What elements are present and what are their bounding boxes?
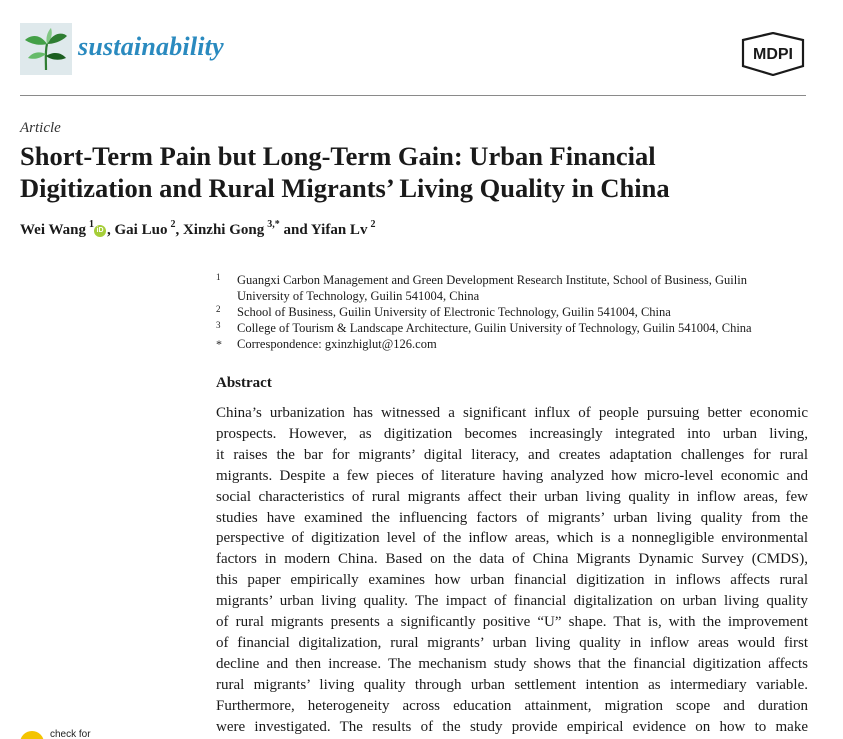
- affiliation-item: [216, 304, 796, 320]
- publisher-name: MDPI: [753, 46, 793, 63]
- author-name[interactable]: Xinzhi Gong: [182, 222, 265, 238]
- abstract-line: factors in modern China. Based on the data of China Migrants Dynamic Survey (CMDS),: [216, 551, 808, 568]
- publisher-logo-icon: [740, 32, 806, 76]
- abstract-heading: Abstract: [216, 375, 272, 391]
- abstract-line: migrants’ urban living quality. The impact of financial digitalization on urban living quality: [216, 593, 808, 610]
- orcid-icon[interactable]: iD: [94, 225, 106, 237]
- abstract-line: perspective of digitization level of the inflow areas, which is a nonnegligible environmental: [216, 530, 808, 547]
- affiliation-line: Guangxi Carbon Management and Green Development Research Institute, School of Business, Guilin: [237, 273, 747, 287]
- abstract-line: rural migrants’ living quality through urban settlement intention as intermediary variable.: [216, 676, 808, 693]
- author-separator: and: [279, 222, 311, 238]
- abstract-line: social characteristics of rural migrants affect their urban living quality in inflow areas, few: [216, 488, 808, 505]
- abstract-line: of financial digitalization, rural migrants’ urban living quality in inflow areas would first: [216, 634, 808, 651]
- author-list: [20, 220, 375, 239]
- affiliation-marker: 3: [216, 320, 221, 330]
- check-updates-label: check for: [50, 729, 91, 739]
- affiliation-list: [216, 272, 796, 352]
- affiliation-item: [216, 320, 796, 336]
- article-title: [20, 140, 810, 204]
- journal-name: sustainability: [78, 32, 224, 61]
- check-for-updates-button[interactable]: [20, 728, 140, 739]
- journal-header: [20, 22, 806, 82]
- abstract-line: studies have examined the influencing factors of migrants’ urban living quality from the: [216, 509, 808, 526]
- author-separator: ,: [175, 222, 183, 238]
- author-affiliation-mark: 3,*: [267, 219, 280, 230]
- author-affiliation-mark: 2: [170, 219, 176, 230]
- abstract-line: this paper empirically examines how urban financial digitization in inflows affects rural: [216, 572, 808, 589]
- title-line: Digitization and Rural Migrants’ Living Quality in China: [20, 173, 670, 203]
- correspondence-item: [216, 336, 796, 352]
- header-divider: [20, 95, 806, 96]
- abstract-line: of rural migrants presents a significantly positive “U” shape. That is, with the improvement: [216, 614, 808, 631]
- affiliation-marker: 1: [216, 272, 221, 282]
- abstract-line: migrants. Despite a few pieces of literature having analyzed how micro-level economic and: [216, 467, 808, 484]
- author-name[interactable]: Gai Luo: [114, 222, 168, 238]
- article-type: Article: [20, 120, 61, 136]
- abstract-line: were investigated. The results of the study provide empirical evidence on how to make: [216, 718, 808, 735]
- affiliation-line: School of Business, Guilin University of Electronic Technology, Guilin 541004, China: [237, 305, 671, 319]
- author-name[interactable]: Wei Wang: [20, 222, 86, 238]
- author-name[interactable]: Yifan Lv: [310, 222, 368, 238]
- author-affiliation-mark: 2: [370, 219, 376, 230]
- affiliation-item: [216, 272, 796, 304]
- author-affiliation-mark: 1: [89, 219, 95, 230]
- abstract-line: decline and then increase. The mechanism study shows that the financial digitization affects: [216, 655, 808, 672]
- check-updates-icon: [20, 731, 44, 739]
- title-line: Short-Term Pain but Long-Term Gain: Urban Financial: [20, 141, 656, 171]
- abstract-line: it raises the bar for migrants’ digital literacy, and creates adaptation challenges for rural: [216, 446, 808, 463]
- correspondence-line[interactable]: Correspondence: gxinzhiglut@126.com: [237, 337, 437, 351]
- affiliation-marker: 2: [216, 304, 221, 314]
- affiliation-line: College of Tourism & Landscape Architecture, Guilin University of Technology, Guilin 541004, China: [237, 321, 752, 335]
- affiliation-line: University of Technology, Guilin 541004, China: [237, 289, 480, 303]
- abstract-line: China’s urbanization has witnessed a significant influx of people pursuing better economic: [216, 405, 808, 421]
- author-separator: ,: [107, 222, 115, 238]
- abstract-body: [216, 403, 808, 738]
- abstract-line: Furthermore, heterogeneity across education attainment, migration scope and duration: [216, 697, 808, 714]
- affiliation-marker: *: [216, 337, 222, 351]
- abstract-line: prospects. However, as digitization becomes increasingly integrated into urban living,: [216, 425, 808, 442]
- journal-logo-icon: [20, 23, 72, 75]
